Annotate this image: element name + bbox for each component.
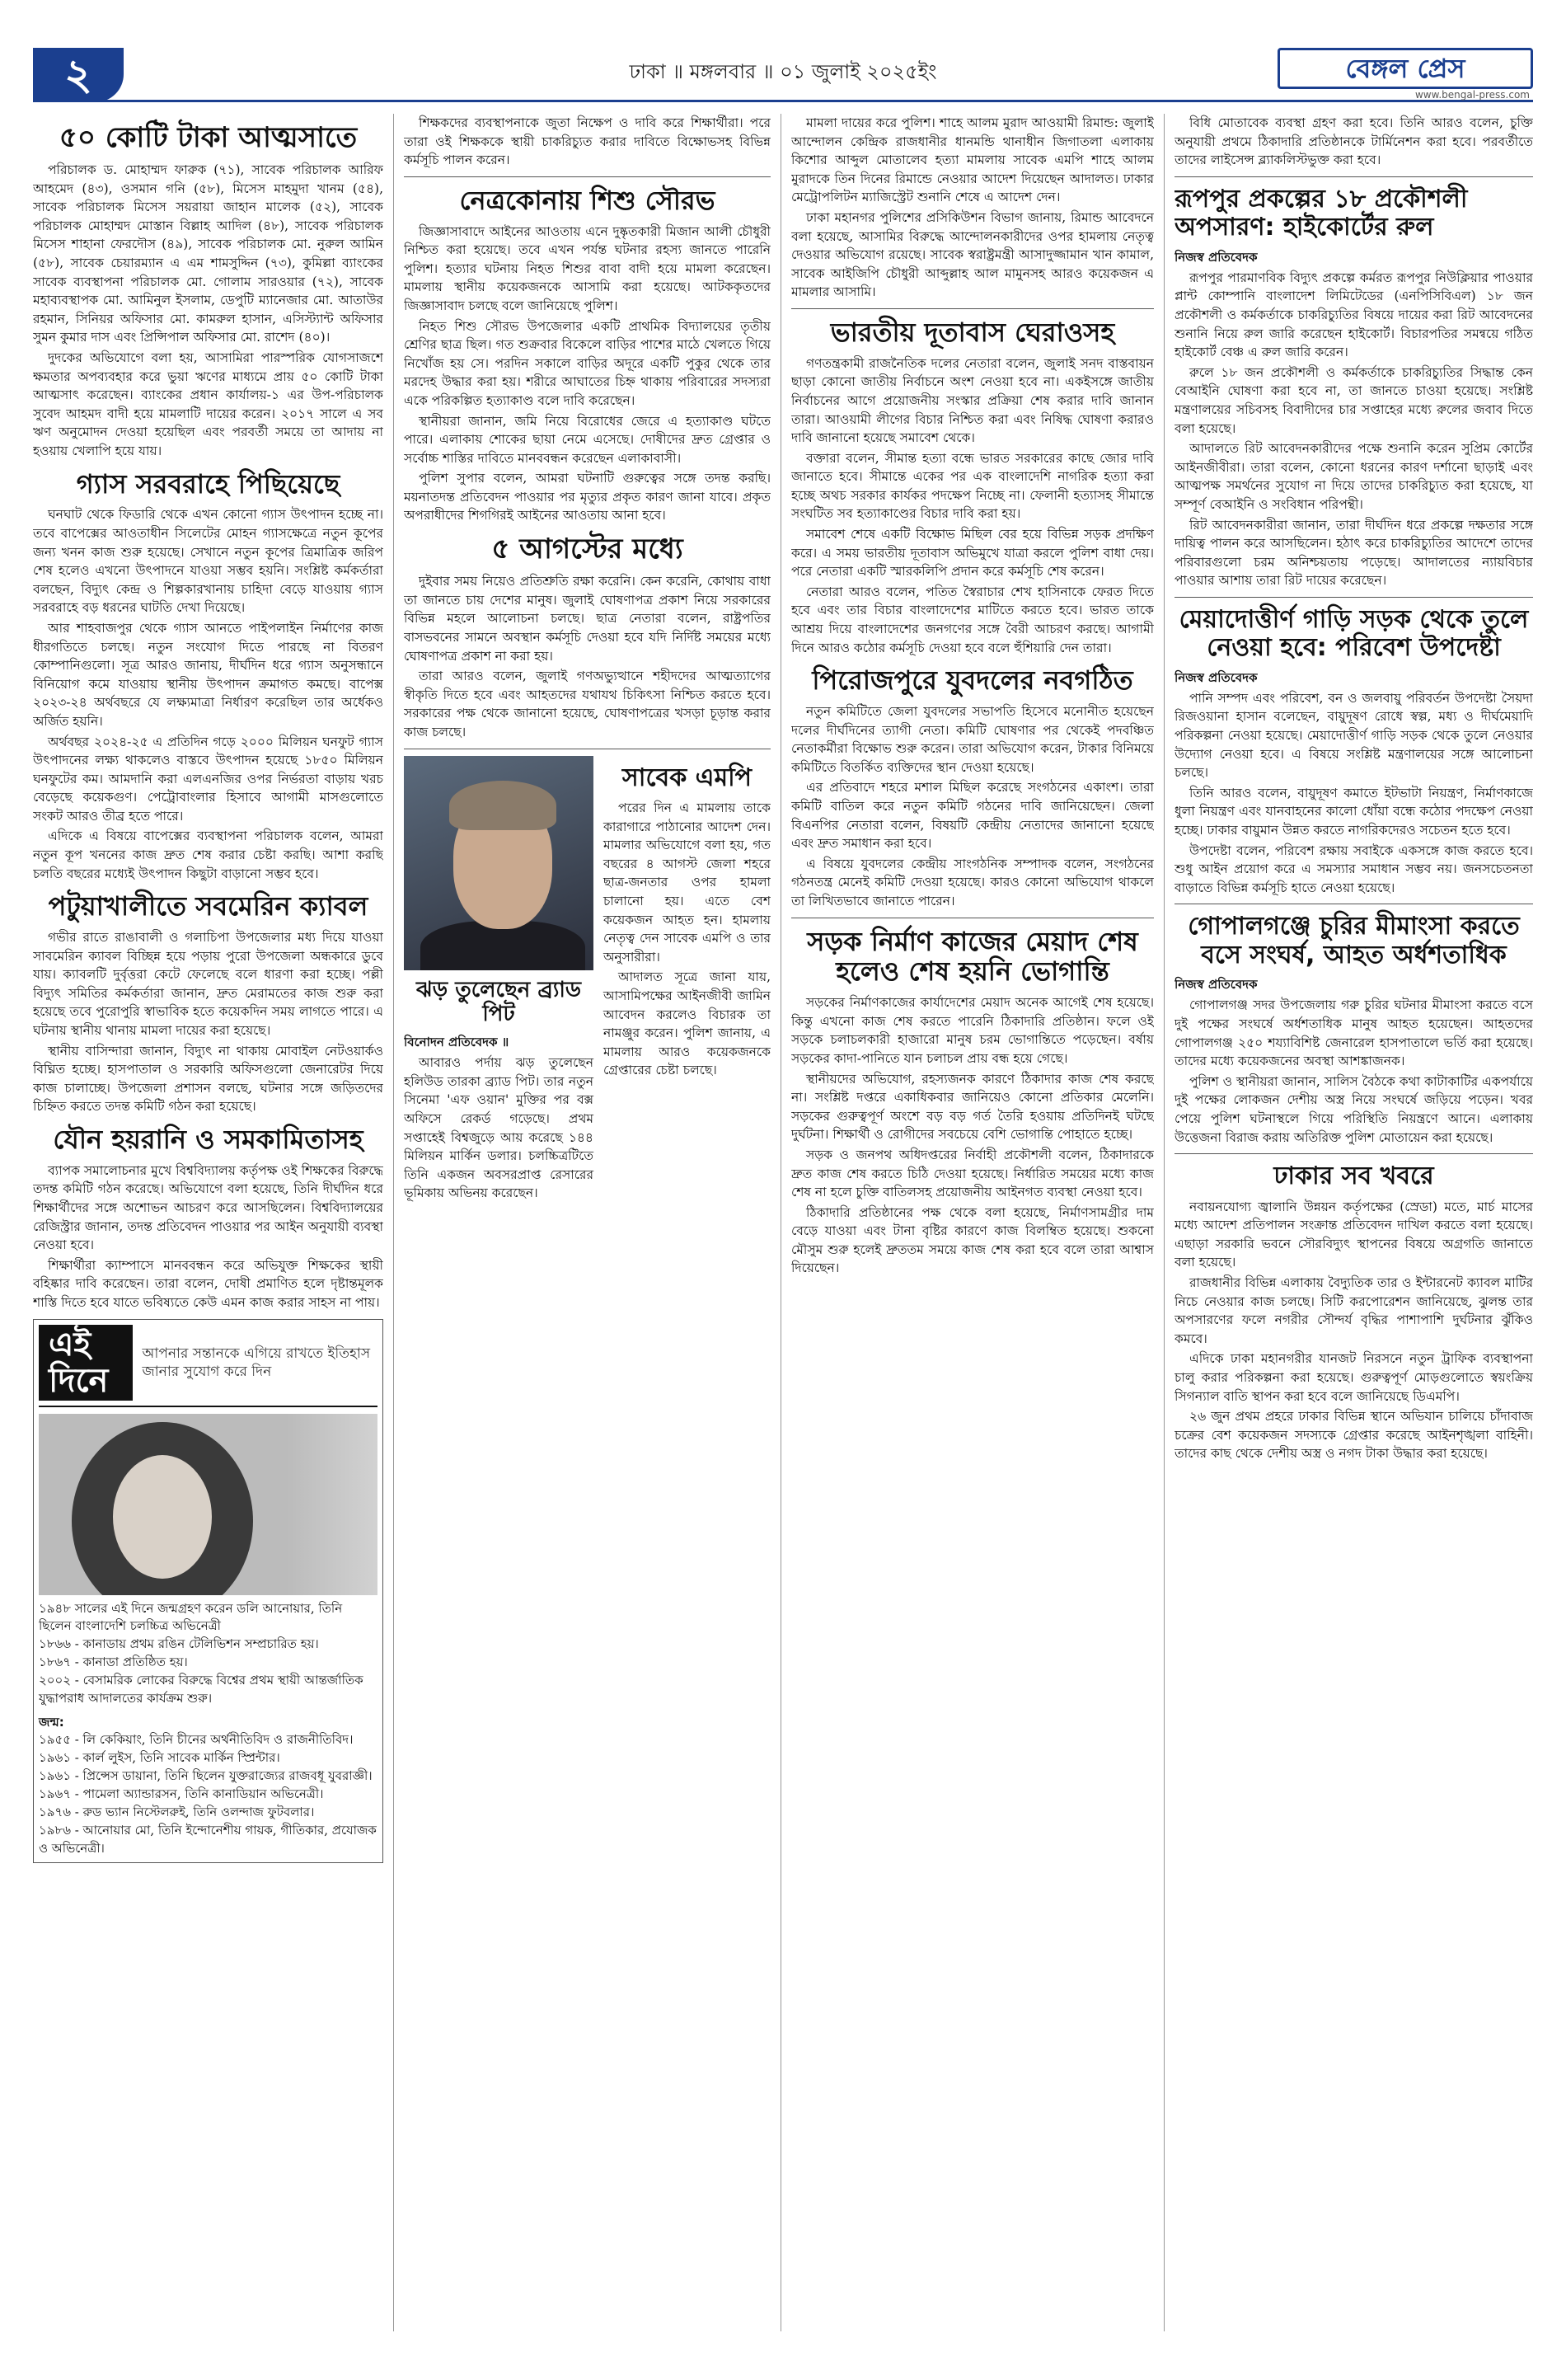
paragraph: আদালতে রিট আবেদনকারীদের পক্ষে শুনানি করেন সুপ্রিম কোর্টের আইনজীবীরা। তারা বলেন, কোনো ধরনের কারণ দর্শানো ছাড়াই এবং আত্মপক্ষ সমর্থনের সুযোগ না দিয়ে তাদের চাকরিচ্যুত করা হয়েছে, যা সম্পূর্ণ বেআইনি ও সংবিধান পরিপন্থী।: [1174, 441, 1533, 512]
byline: বিনোদন প্রতিবেদক ॥: [404, 1035, 509, 1050]
paragraph: স্থানীয় বাসিন্দারা জানান, বিদ্যুৎ না থাকায় মোবাইল নেটওয়ার্কও বিঘ্নিত হচ্ছে। হাসপাতাল ও সরকারি অফিসগুলো জেনারেটর দিয়ে কাজ চালাচ্ছে। উপজেলা প্রশাসন বলছে, ঘটনার সঙ্গে জড়িতদের চিহ্নিত করতে তদন্ত কমিটি গঠন করা হয়েছে।: [33, 1043, 383, 1115]
paragraph: ব্যাপক সমালোচনার মুখে বিশ্ববিদ্যালয় কর্তৃপক্ষ ওই শিক্ষকের বিরুদ্ধে তদন্ত কমিটি গঠন করেছে। অভিযোগে বলা হয়েছে, তিনি দীর্ঘদিন ধরে শিক্ষার্থীদের সঙ্গে অশোভন আচরণ করে আসছিলেন। বিশ্ববিদ্যালয়ের রেজিস্ট্রার জানান, তদন্ত প্রতিবেদন পাওয়ার পর আইন অনুযায়ী ব্যবস্থা নেওয়া হবে।: [33, 1162, 383, 1253]
this-day-box: [33, 1319, 383, 1863]
headline-vehicles: মেয়াদোত্তীর্ণ গাড়ি সড়ক থেকে তুলে নেওয়া হবে: পরিবেশ উপদেষ্টা: [1179, 604, 1529, 663]
paragraph: স্থানীয়দের অভিযোগ, রহস্যজনক কারণে ঠিকাদার কাজ শেষ করছে না। সংশ্লিষ্ট দপ্তরে একাধিকবার জানিয়েও কোনো প্রতিকার মেলেনি। সড়কের গুরুত্বপূর্ণ অংশে বড় বড় গর্ত তৈরি হওয়ায় প্রতিদিনই ঘটছে দুর্ঘটনা। শিক্ষার্থী ও রোগীদের সবচেয়ে বেশি ভোগান্তি পোহাতে হচ্ছে।: [791, 1071, 1154, 1143]
website-url: www.bengal-press.com: [1414, 89, 1530, 101]
births-label: জন্ম:: [39, 1714, 64, 1730]
headline-harassment: যৌন হয়রানি ও সমকামিতাসহ: [53, 1124, 363, 1155]
date-line: ঢাকা ॥ মঙ্গলবার ॥ ০১ জুলাই ২০২৫ইং: [629, 60, 937, 83]
headline-netrokona: নেত্রকোনায় শিশু সৌরভ: [459, 184, 715, 216]
paragraph: সড়কের নির্মাণকাজের কার্যাদেশের মেয়াদ অনেক আগেই শেষ হয়েছে। কিন্তু এখনো কাজ শেষ করতে পারেনি ঠিকাদারি প্রতিষ্ঠান। ফলে ওই সড়কে চলাচলকারী হাজারো মানুষ চরম ভোগান্তিতে পড়েছেন। বর্ষায় সড়কের কাদা-পানিতে যান চলাচল প্রায় বন্ধ হয়ে গেছে।: [791, 995, 1154, 1066]
paragraph: পুলিশ সুপার বলেন, আমরা ঘটনাটি গুরুত্বের সঙ্গে তদন্ত করছি। ময়নাতদন্ত প্রতিবেদন পাওয়ার পর মৃত্যুর প্রকৃত কারণ জানা যাবে। প্রকৃত অপরাধীদের শিগগিরই আইনের আওতায় আনা হবে।: [404, 471, 771, 523]
paragraph: রুলে ১৮ জন প্রকৌশলী ও কর্মকর্তাকে চাকরিচ্যুতির সিদ্ধান্ত কেন বেআইনি ঘোষণা করা হবে না, তা জানতে চাওয়া হয়েছে। সংশ্লিষ্ট মন্ত্রণালয়ের সচিবসহ বিবাদীদের চার সপ্তাহের মধ্যে রুলের জবাব দিতে বলা হয়েছে।: [1174, 364, 1533, 436]
paragraph: স্থানীয়রা জানান, জমি নিয়ে বিরোধের জেরে এ হত্যাকাণ্ড ঘটতে পারে। এলাকায় শোকের ছায়া নেমে এসেছে। দোষীদের দ্রুত গ্রেপ্তার ও সর্বোচ্চ শাস্তির দাবিতে মানববন্ধন করেছেন এলাকাবাসী।: [404, 413, 771, 466]
headline-former-mp: সাবেক এমপি: [621, 763, 753, 792]
this-day-subtitle: আপনার সন্তানকে এগিয়ে রাখতে ইতিহাস জানার সুযোগ করে দিন: [142, 1345, 371, 1380]
headline-pirojpur: পিরোজপুরে যুবদলের নবগঠিত: [812, 664, 1133, 697]
headline-august-5: ৫ আগস্টের মধ্যে: [491, 533, 683, 566]
paragraph: অর্থবছর ২০২৪-২৫ এ প্রতিদিন গড়ে ২০০০ মিলিয়ন ঘনফুট গ্যাস উৎপাদনের লক্ষ্য থাকলেও বাস্তবে উৎপাদন হয়েছে ১৮৫০ মিলিয়ন ঘনফুটের কম। আমদানি করা এলএনজির ওপর নির্ভরতা বাড়ায় খরচ বেড়েছে কয়েকগুণ। পেট্রোবাংলার হিসাবে আগামী মাসগুলোতে সংকট আরও তীব্র হতে পারে।: [33, 734, 383, 824]
paragraph: নবায়নযোগ্য জ্বালানি উন্নয়ন কর্তৃপক্ষের (স্রেডা) মতে, মার্চ মাসের মধ্যে আদেশ প্রতিপালন সংক্রান্ত প্রতিবেদন দাখিল করতে বলা হয়েছে। এছাড়া সরকারি ভবনে সৌরবিদ্যুৎ স্থাপনের বিষয়ে অগ্রগতি জানাতে বলা হয়েছে।: [1174, 1199, 1533, 1270]
list-item: ১৯৬১ - প্রিন্সেস ডায়ানা, তিনি ছিলেন যুক্তরাজ্যের রাজবধূ যুবরাজ্ঞী।: [39, 1767, 373, 1783]
paragraph: এর প্রতিবাদে শহরে মশাল মিছিল করেছে সংগঠনের একাংশ। তারা কমিটি বাতিল করে নতুন কমিটি গঠনের দাবি জানিয়েছেন। জেলা বিএনপির নেতারা বলেন, বিষয়টি কেন্দ্রীয় নেতাদের জানানো হয়েছে এবং দ্রুত সমাধান করা হবে।: [791, 780, 1154, 852]
paragraph: দুদকের অভিযোগে বলা হয়, আসামিরা পারস্পরিক যোগসাজশে ক্ষমতার অপব্যবহার করে ভুয়া ঋণের মাধ্যমে প্রায় ৫০ কোটি টাকা আত্মসাৎ করেছেন। ব্যাংকের প্রধান কার্যালয়-১ এর উপ-পরিচালক সুবেদ আহমদ বাদী হয়ে মামলাটি দায়ের করেন। ২০১৭ সালে এ সব ঋণ অনুমোদন দেওয়া হয়েছিল এবং পরবর্তী সময়ে তা আদায় না হওয়ায় খেলাপি হয়ে যায়।: [33, 350, 383, 458]
column-divider: [1164, 114, 1165, 2331]
byline: নিজস্ব প্রতিবেদক: [1174, 669, 1258, 685]
headline-dhaka-news: ঢাকার সব খবরে: [1273, 1162, 1434, 1191]
list-item: ১৯৬৭ - পামেলা অ্যান্ডারসন, তিনি কানাডিয়ান অভিনেত্রী।: [39, 1786, 324, 1801]
paragraph: গভীর রাতে রাঙাবালী ও গলাচিপা উপজেলার মধ্য দিয়ে যাওয়া সাবমেরিন ক্যাবল বিচ্ছিন্ন হয়ে পড়ায় পুরো উপজেলা অন্ধকারে ডুবে যায়। ক্যাবলটি দুর্বৃত্তরা কেটে ফেলেছে বলে ধারণা করা হচ্ছে। পল্লী বিদ্যুৎ সমিতির কর্মকর্তারা জানান, দ্রুত মেরামতের কাজ শুরু করা হয়েছে তবে পুরোপুরি স্বাভাবিক হতে কয়েকদিন সময় লাগতে পারে। এ ঘটনায় স্থানীয় থানায় মামলা দায়ের করা হয়েছে।: [33, 930, 383, 1039]
byline: নিজস্ব প্রতিবেদক: [1174, 249, 1258, 265]
paragraph: শিক্ষকদের ব্যবস্থাপনাকে জুতা নিক্ষেপ ও দাবি করে শিক্ষার্থীরা। পরে তারা ওই শিক্ষককে স্থায়ী চাকরিচ্যুত করার দাবিতে বিক্ষোভসহ বিভিন্ন কর্মসূচি পালন করেন।: [404, 115, 771, 168]
paragraph: বিধি মোতাবেক ব্যবস্থা গ্রহণ করা হবে। তিনি আরও বলেন, চুক্তি অনুযায়ী প্রথমে ঠিকাদারি প্রতিষ্ঠানকে টার্মিনেশন করা হবে। পরবর্তীতে তাদের লাইসেন্স ব্ল্যাকলিস্টভুক্ত করা হবে।: [1174, 115, 1533, 168]
paragraph: নতুন কমিটিতে জেলা যুবদলের সভাপতি হিসেবে মনোনীত হয়েছেন দলের দীর্ঘদিনের ত্যাগী নেতা। কমিটি ঘোষণার পর থেকেই পদবঞ্চিত নেতাকর্মীরা বিক্ষোভ শুরু করেন। তারা অভিযোগ করেন, টাকার বিনিময়ে কমিটিতে বিতর্কিত ব্যক্তিদের স্থান দেওয়া হয়েছে।: [791, 704, 1154, 775]
page-number: ২: [33, 48, 124, 102]
paragraph: জিজ্ঞাসাবাদে আইনের আওতায় এনে দুষ্কৃতকারী মিজান আলী চৌধুরী নিশ্চিত করা হয়েছে। তবে এখন পর্যন্ত ঘটনার রহস্য জানতে পারেনি পুলিশ। হত্যার ঘটনায় নিহত শিশুর বাবা বাদী হয়ে মামলা করেছেন। মামলায় স্থানীয় কয়েকজনকে আসামি করা হয়েছে। আটককৃতদের জিজ্ঞাসাবাদ চলছে বলে জানিয়েছে পুলিশ।: [404, 223, 771, 313]
paragraph: এদিকে ঢাকা মহানগরীর যানজট নিরসনে নতুন ট্রাফিক ব্যবস্থাপনা চালু করার পরিকল্পনা করা হয়েছে। গুরুত্বপূর্ণ মোড়গুলোতে স্বয়ংক্রিয় সিগন্যাল বাতি স্থাপন করা হবে বলে জানিয়েছে ডিএমপি।: [1174, 1351, 1533, 1404]
paragraph: বক্তারা বলেন, সীমান্ত হত্যা বন্ধে ভারত সরকারের কাছে জোর দাবি জানাতে হবে। সীমান্তে একের পর এক বাংলাদেশি নাগরিক হত্যা করা হচ্ছে অথচ সরকার কার্যকর পদক্ষেপ নিচ্ছে না। ফেলানী হত্যাসহ সীমান্তে সংঘটিত সব হত্যাকাণ্ডের বিচার দাবি করা হয়।: [791, 450, 1154, 522]
photo-caption: ১৯৪৮ সালের এই দিনে জন্মগ্রহণ করেন ডলি আনোয়ার, তিনি ছিলেন বাংলাদেশি চলচ্চিত্র অভিনেত্রী: [39, 1600, 343, 1633]
paragraph: গোপালগঞ্জ সদর উপজেলায় গরু চুরির ঘটনার মীমাংসা করতে বসে দুই পক্ষের সংঘর্ষে অর্ধশতাধিক মানুষ আহত হয়েছেন। আহতদের গোপালগঞ্জ ২৫০ শয্যাবিশিষ্ট জেনারেল হাসপাতালে ভর্তি করা হয়েছে। তাদের মধ্যে কয়েকজনের অবস্থা আশঙ্কাজনক।: [1174, 998, 1533, 1069]
paragraph: পানি সম্পদ এবং পরিবেশ, বন ও জলবায়ু পরিবর্তন উপদেষ্টা সৈয়দা রিজওয়ানা হাসান বলেছেন, বায়ুদূষণ রোধে স্বল্প, মধ্য ও দীর্ঘমেয়াদি পরিকল্পনা নেওয়া হয়েছে। মেয়াদোত্তীর্ণ গাড়ি সড়ক থেকে তুলে নেওয়ার উদ্যোগ নেওয়া হবে। এ বিষয়ে সংশ্লিষ্ট মন্ত্রণালয়ের সঙ্গে আলোচনা চলছে।: [1174, 690, 1533, 781]
list-item: ২০০২ - বেসামরিক লোকের বিরুদ্ধে বিশ্বের প্রথম স্থায়ী আন্তর্জাতিক যুদ্ধাপরাধ আদালতের কার্যক্রম শুরু।: [39, 1672, 363, 1706]
list-item: ১৮৬৬ - কানাডায় প্রথম রঙিন টেলিভিশন সম্প্রচারিত হয়।: [39, 1636, 319, 1651]
paragraph: গণতন্ত্রকামী রাজনৈতিক দলের নেতারা বলেন, জুলাই সনদ বাস্তবায়ন ছাড়া কোনো জাতীয় নির্বাচনে অংশ নেওয়া হবে না। একইসঙ্গে জাতীয় নির্বাচনের আগে প্রয়োজনীয় সংস্কার প্রক্রিয়া শেষ করার দাবি জানান তারা। আওয়ামী লীগের বিচার নিশ্চিত করা এবং নিষিদ্ধ ঘোষণা করারও দাবি জানানো হয়েছে সমাবেশ থেকে।: [791, 355, 1154, 446]
paragraph: মামলা দায়ের করে পুলিশ। শাহে আলম মুরাদ আওয়ামী রিমান্ড: জুলাই আন্দোলন কেন্দ্রিক রাজধানীর ধানমন্ডি থানাধীন জিগাতলা এলাকায় কিশোর আব্দুল মোতালেব হত্যা মামলায় সাবেক এমপি শাহে আলম মুরাদকে তিন দিনের রিমান্ডে নেওয়ার আদেশ দিয়েছেন আদালত। ঢাকার মেট্রোপলিটন ম্যাজিস্ট্রেট শুনানি শেষে এ আদেশ দেন।: [791, 115, 1154, 205]
column-3: [791, 114, 1154, 2340]
births-list: [39, 1730, 377, 1857]
paragraph: নেতারা আরও বলেন, পতিত স্বৈরাচার শেখ হাসিনাকে ফেরত দিতে হবে এবং তার বিচার বাংলাদেশের মাটিতে করতে হবে। ভারত তাকে আশ্রয় দিয়ে বাংলাদেশের জনগণের সঙ্গে বৈরী আচরণ করছে। আগামী দিনে আরও কঠোর কর্মসূচি দেওয়া হবে বলে হুঁশিয়ারি দেন তারা।: [791, 584, 1154, 655]
paragraph: সমাবেশ শেষে একটি বিক্ষোভ মিছিল বের হয়ে বিভিন্ন সড়ক প্রদক্ষিণ করে। এ সময় ভারতীয় দূতাবাস অভিমুখে যাত্রা করলে পুলিশ বাধা দেয়। পরে নেতারা একটি স্মারকলিপি প্রদান করে কর্মসূচি শেষ করেন।: [791, 527, 1154, 580]
paragraph: পরের দিন এ মামলায় তাকে কারাগারে পাঠানোর আদেশ দেন। মামলার অভিযোগে বলা হয়, গত বছরের ৪ আগস্ট জেলা শহরে ছাত্র-জনতার ওপর হামলা চালানো হয়। এতে বেশ কয়েকজন আহত হন। হামলায় নেতৃত্ব দেন সাবেক এমপি ও তার অনুসারীরা।: [603, 800, 771, 965]
list-item: ১৮৬৭ - কানাডা প্রতিষ্ঠিত হয়।: [39, 1654, 188, 1669]
newspaper-logo: বেঙ্গল প্রেস: [1278, 48, 1533, 89]
column-2: [404, 114, 771, 2340]
paragraph: ঠিকাদারি প্রতিষ্ঠানের পক্ষ থেকে বলা হয়েছে, নির্মাণসামগ্রীর দাম বেড়ে যাওয়া এবং টানা বৃষ্টির কারণে কাজ বিলম্বিত হয়েছে। শুকনো মৌসুম শুরু হলেই দ্রুততম সময়ে কাজ শেষ করা হবে বলে তারা আশ্বাস দিয়েছেন।: [791, 1204, 1154, 1276]
headline-indian-embassy: ভারতীয় দূতাবাস ঘেরাওসহ: [830, 316, 1115, 348]
paragraph: আর শাহবাজপুর থেকে গ্যাস আনতে পাইপলাইন নির্মাণের কাজ ধীরগতিতে চলছে। নতুন সংযোগ দিতে পারছে না বিতরণ কোম্পানিগুলো। সূত্র আরও জানায়, দীর্ঘদিন ধরে গ্যাস অনুসন্ধানে বিনিয়োগ কমে যাওয়ায় স্থানীয় উৎপাদন ক্রমাগত কমছে। বাপেক্স ২০২৩-২৪ অর্থবছরে যে লক্ষ্যমাত্রা নির্ধারণ করেছিল তার অর্ধেকও অর্জিত হয়নি।: [33, 620, 383, 729]
paragraph: ঘনঘাট থেকে ফিডারি থেকে এখন কোনো গ্যাস উৎপাদন হচ্ছে না। তবে বাপেক্সের আওতাধীন সিলেটের মোহন গ্যাসক্ষেত্রে নতুন কূপের জন্য খনন কাজ শুরু হয়েছে। সেখানে নতুন কূপের ত্রিমাত্রিক জরিপ শেষ হলেও এখনো উৎপাদনে যাওয়া সম্ভব হয়নি। সংশ্লিষ্ট কর্মকর্তারা বলছেন, বিদ্যুৎ কেন্দ্র ও শিল্পকারখানায় চাহিদা বেড়ে যাওয়ায় গ্যাস সরবরাহে বড় ধরনের ঘাটতি দেখা দিয়েছে।: [33, 507, 383, 616]
headline-cable: পটুয়াখালীতে সবমেরিন ক্যাবল: [48, 890, 368, 922]
paragraph: সড়ক ও জনপথ অধিদপ্তরের নির্বাহী প্রকৌশলী বলেন, ঠিকাদারকে দ্রুত কাজ শেষ করতে চিঠি দেওয়া হয়েছে। নির্ধারিত সময়ের মধ্যে কাজ শেষ না হলে চুক্তি বাতিলসহ প্রয়োজনীয় আইনগত ব্যবস্থা নেওয়া হবে।: [791, 1147, 1154, 1200]
events-list: [39, 1635, 377, 1707]
paragraph: পরিচালক ড. মোহাম্মদ ফারুক (৭১), সাবেক পরিচালক আরিফ আহমেদ (৪৩), ওসমান গনি (৫৮), মিসেস মাহমুদা খানম (৫৪), সাবেক পরিচালক মিসেস সয়রায়া জাহান মালেক (৫২), সাবেক পরিচালক মোহাম্মদ মোস্তান বিল্লাহ আদিল (৪৮), সাবেক পরিচালক মিসেস শাহানা ফেরদৌস (৪৯), সাবেক পরিচালক মো. নুরুল আমিন (৫৮), সাবেক চেয়ারম্যান এ এম শামসুদ্দিন (৭৩), কুমিল্লা ব্যাংকের সাবেক ব্যবস্থাপনা পরিচালক মো. গোলাম সারওয়ার (৭২), সাবেক মহাব্যবস্থাপক মো. আমিনুল ইসলাম, ডেপুটি ম্যানেজার মো. আতাউর রহমান, সিনিয়র অফিসার মো. কামরুল হাসান, এসিস্ট্যান্ট অফিসার সুমন কুমার দাস এবং প্রিন্সিপাল অফিসার মো. রাশেদ (৪০)।: [33, 162, 383, 345]
headline-rooppur: রূপপুর প্রকল্পের ১৮ প্রকৌশলী অপসারণ: হাইকোর্টের রুল: [1174, 184, 1468, 242]
list-item: ১৯৭৬ - রুড ভ্যান নিস্টেলরুই, তিনি ওলন্দাজ ফুটবলার।: [39, 1804, 315, 1819]
portrait-photo: [39, 1414, 377, 1595]
paragraph: পুলিশ ও স্থানীয়রা জানান, সালিস বৈঠকে কথা কাটাকাটির একপর্যায়ে দুই পক্ষের লোকজন দেশীয় অস্ত্র নিয়ে সংঘর্ষে জড়িয়ে পড়েন। খবর পেয়ে পুলিশ ঘটনাস্থলে গিয়ে পরিস্থিতি নিয়ন্ত্রণে আনে। এলাকায় উত্তেজনা বিরাজ করায় অতিরিক্ত পুলিশ মোতায়েন করা হয়েছে।: [1174, 1073, 1533, 1145]
column-divider: [393, 114, 394, 2331]
list-item: ১৯৫৫ - লি কেকিয়াং, তিনি চীনের অর্থনীতিবিদ ও রাজনীতিবিদ।: [39, 1731, 354, 1747]
paragraph: রিট আবেদনকারীরা জানান, তারা দীর্ঘদিন ধরে প্রকল্পে দক্ষতার সঙ্গে দায়িত্ব পালন করে আসছিলেন। হঠাৎ করে চাকরিচ্যুতির আদেশে তাদের পরিবারগুলো চরম অনিশ্চয়তায় পড়েছে। আদালতের ন্যায়বিচার পাওয়ার আশায় তারা রিট দায়ের করেছেন।: [1174, 517, 1533, 589]
paragraph: দুইবার সময় নিয়েও প্রতিশ্রুতি রক্ষা করেনি। কেন করেনি, কোথায় বাধা তা জানতে চায় দেশের মানুষ। জুলাই ঘোষণাপত্র প্রকাশ নিয়ে সরকারের বিভিন্ন মহলে আলোচনা চলছে। ছাত্র নেতারা বলেন, রাষ্ট্রপতির বাসভবনের সামনে অবস্থান কর্মসূচি দেওয়া হবে যদি নির্দিষ্ট সময়ের মধ্যে ঘোষণাপত্র প্রকাশ না করা হয়।: [404, 574, 771, 664]
brad-pitt-photo: [404, 756, 593, 970]
this-day-title: এই দিনে: [39, 1325, 133, 1401]
column-1: [33, 114, 383, 2340]
byline: নিজস্ব প্রতিবেদক: [1174, 977, 1258, 993]
headline-road: সড়ক নির্মাণ কাজের মেয়াদ শেষ হলেও শেষ হয়নি ভোগান্তি: [807, 925, 1138, 988]
masthead: [33, 48, 1533, 102]
paragraph: ২৬ জুন প্রথম প্রহরে ঢাকার বিভিন্ন স্থানে অভিযান চালিয়ে চাঁদাবাজ চক্রের বেশ কয়েকজন সদস্যকে গ্রেপ্তার করেছে আইনশৃঙ্খলা বাহিনী। তাদের কাছ থেকে দেশীয় অস্ত্র ও নগদ টাকা উদ্ধার করা হয়েছে।: [1174, 1409, 1533, 1462]
paragraph: এ বিষয়ে যুবদলের কেন্দ্রীয় সাংগঠনিক সম্পাদক বলেন, সংগঠনের গঠনতন্ত্র মেনেই কমিটি দেওয়া হয়েছে। কারও কোনো অভিযোগ থাকলে তা লিখিতভাবে জানাতে পারেন।: [791, 856, 1154, 908]
paragraph: আদালত সূত্রে জানা যায়, আসামিপক্ষের আইনজীবী জামিন আবেদন করলেও বিচারক তা নামঞ্জুর করেন। পুলিশ জানায়, এ মামলায় আরও কয়েকজনকে গ্রেপ্তারের চেষ্টা চলছে।: [603, 969, 771, 1078]
paragraph: শিক্ষার্থীরা ক্যাম্পাসে মানববন্ধন করে অভিযুক্ত শিক্ষকের স্থায়ী বহিষ্কার দাবি করেছেন। তারা বলেন, দোষী প্রমাণিত হলে দৃষ্টান্তমূলক শাস্তি দিতে হবে যাতে ভবিষ্যতে কেউ এমন কাজ করার সাহস না পায়।: [33, 1257, 383, 1310]
paragraph: তিনি আরও বলেন, বায়ুদূষণ কমাতে ইটভাটা নিয়ন্ত্রণ, নির্মাণকাজে ধুলা নিয়ন্ত্রণ এবং যানবাহনের কালো ধোঁয়া বন্ধে কঠোর পদক্ষেপ নেওয়া হচ্ছে। ঢাকার বায়ুমান উন্নত করতে নাগরিকদেরও সচেতন হতে হবে।: [1174, 785, 1533, 838]
paragraph: ঢাকা মহানগর পুলিশের প্রসিকিউশন বিভাগ জানায়, রিমান্ড আবেদনে বলা হয়েছে, আসামির বিরুদ্ধে আন্দোলনকারীদের ওপর হামলায় নেতৃত্ব দেওয়ার অভিযোগ রয়েছে। সাবেক স্বরাষ্ট্রমন্ত্রী আসাদুজ্জামান খান কামাল, সাবেক আইজিপি চৌধুরী আব্দুল্লাহ আল মামুনসহ আরও কয়েকজন এ মামলার আসামি।: [791, 209, 1154, 300]
list-item: ১৯৬১ - কার্ল লুইস, তিনি সাবেক মার্কিন স্প্রিন্টার।: [39, 1749, 280, 1765]
paragraph: এদিকে এ বিষয়ে বাপেক্সের ব্যবস্থাপনা পরিচালক বলেন, আমরা নতুন কূপ খননের কাজ দ্রুত শেষ করার চেষ্টা করছি। আশা করছি চলতি বছরের মধ্যেই উৎপাদন কিছুটা বাড়ানো সম্ভব হবে।: [33, 829, 383, 881]
list-item: ১৯৮৬ - আনোয়ার মো, তিনি ইন্দোনেশীয় গায়ক, গীতিকার, প্রযোজক ও অভিনেত্রী।: [39, 1822, 377, 1856]
column-4: [1174, 114, 1533, 2340]
paragraph: উপদেষ্টা বলেন, পরিবেশ রক্ষায় সবাইকে একসঙ্গে কাজ করতে হবে। শুধু আইন প্রয়োগ করে এ সমস্যার সমাধান সম্ভব নয়। জনসচেতনতা বাড়াতে বিভিন্ন কর্মসূচি হাতে নেওয়া হয়েছে।: [1174, 843, 1533, 895]
photo-headline: ঝড় তুলেছেন ব্র্যাড পিট: [415, 977, 582, 1027]
headline-embezzlement: ৫০ কোটি টাকা আত্মসাতে: [59, 121, 358, 154]
headline-gas: গ্যাস সরবরাহে পিছিয়েছে: [76, 467, 340, 500]
paragraph: রাজধানীর বিভিন্ন এলাকায় বৈদ্যুতিক তার ও ইন্টারনেট ক্যাবল মাটির নিচে নেওয়ার কাজ চলছে। সিটি করপোরেশন জানিয়েছে, ঝুলন্ত তার অপসারণের ফলে নগরীর সৌন্দর্য বৃদ্ধির পাশাপাশি দুর্ঘটনার ঝুঁকিও কমবে।: [1174, 1275, 1533, 1346]
paragraph: তারা আরও বলেন, জুলাই গণঅভ্যুত্থানে শহীদদের আত্মত্যাগের স্বীকৃতি দিতে হবে এবং আহতদের যথাযথ চিকিৎসা নিশ্চিত করতে হবে। সরকারের পক্ষ থেকে জানানো হয়েছে, ঘোষণাপত্রের খসড়া চূড়ান্ত করার কাজ চলছে।: [404, 669, 771, 739]
paragraph: নিহত শিশু সৌরভ উপজেলার একটি প্রাথমিক বিদ্যালয়ের তৃতীয় শ্রেণির ছাত্র ছিল। গত শুক্রবার বিকেলে বাড়ির পাশের মাঠে খেলতে গিয়ে নিখোঁজ হয় সে। পরদিন সকালে বাড়ির অদূরে একটি পুকুর থেকে তার মরদেহ উদ্ধার করা হয়। শরীরে আঘাতের চিহ্ন থাকায় পরিবারের সদস্যরা একে পরিকল্পিত হত্যাকাণ্ড বলে দাবি করেছেন।: [404, 318, 771, 408]
headline-gopalganj: গোপালগঞ্জে চুরির মীমাংসা করতে বসে সংঘর্ষ, আহত অর্ধশতাধিক: [1188, 912, 1520, 969]
paragraph: আবারও পর্দায় ঝড় তুলেছেন হলিউড তারকা ব্র্যাড পিট। তার নতুন সিনেমা 'এফ ওয়ান' মুক্তির পর বক্স অফিসে রেকর্ড গড়েছে। প্রথম সপ্তাহেই বিশ্বজুড়ে আয় করেছে ১৪৪ মিলিয়ন মার্কিন ডলার। চলচ্চিত্রটিতে তিনি একজন অবসরপ্রাপ্ত রেসারের ভূমিকায় অভিনয় করেছেন।: [404, 1055, 593, 1201]
paragraph: রূপপুর পারমাণবিক বিদ্যুৎ প্রকল্পে কর্মরত রূপপুর নিউক্লিয়ার পাওয়ার প্লান্ট কোম্পানি বাংলাদেশ লিমিটেডের (এনপিসিবিএল) ১৮ জন প্রকৌশলী ও কর্মকর্তাকে চাকরিচ্যুতির বিষয়ে দায়ের করা রিট আবেদনের শুনানি নিয়ে রুল জারি করেছেন হাইকোর্ট। বিচারপতির সমন্বয়ে গঠিত হাইকোর্ট বেঞ্চ এ রুল জারি করেন।: [1174, 270, 1533, 360]
